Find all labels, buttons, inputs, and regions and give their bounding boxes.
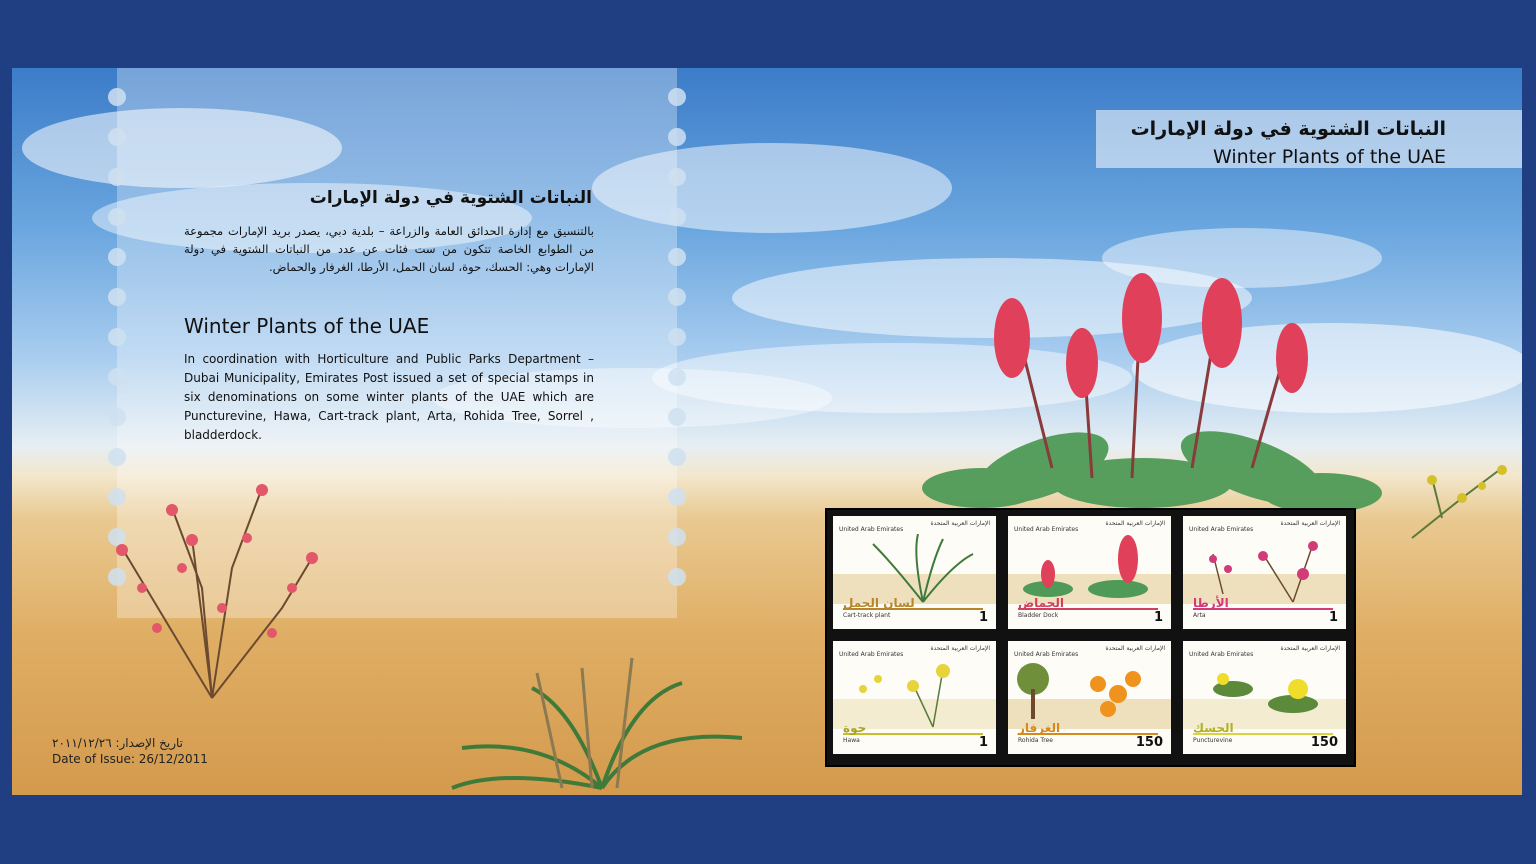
stamp-artwork xyxy=(833,659,996,729)
bladder-dock-plant-illustration xyxy=(892,268,1412,518)
stamp-country-english: United Arab Emirates xyxy=(1014,526,1079,533)
stamp-name-english: Hawa xyxy=(843,737,860,744)
stamp-country-english: United Arab Emirates xyxy=(1189,526,1254,533)
stamp-artwork xyxy=(833,534,996,604)
stamp-country-arabic: الإمارات العربية المتحدة xyxy=(930,520,990,527)
stamp-value: 1 xyxy=(1153,610,1163,625)
stamp-sheet xyxy=(825,508,1356,767)
stamp-rohida-tree xyxy=(1008,641,1171,754)
stamp-country-english: United Arab Emirates xyxy=(1014,651,1079,658)
cover-title-arabic: النباتات الشتوية في دولة الإمارات xyxy=(1130,118,1446,140)
stamp-name-english: Bladder Dock xyxy=(1018,612,1059,619)
stamp-name-english: Cart-track plant xyxy=(843,612,891,619)
stamp-name-arabic: الأرطا xyxy=(1193,596,1229,610)
stamp-artwork xyxy=(1008,534,1171,604)
stamp-country-english: United Arab Emirates xyxy=(1189,651,1254,658)
issue-date-arabic: تاريخ الإصدار: ٢٠١١/١٢/٢٦ xyxy=(52,736,183,750)
text-title-arabic: النباتات الشتوية في دولة الإمارات xyxy=(309,188,592,208)
stamp-value: 150 xyxy=(1310,735,1338,750)
stamp-name-arabic: الحسك xyxy=(1193,721,1234,735)
stamp-country-arabic: الإمارات العربية المتحدة xyxy=(1105,645,1165,652)
stamp-country-english: United Arab Emirates xyxy=(839,526,904,533)
stamp-value: 1 xyxy=(978,735,988,750)
stamp-name-english: Puncturevine xyxy=(1193,737,1233,744)
stamp-name-english: Rohida Tree xyxy=(1018,737,1053,744)
stamp-booklet-spread xyxy=(12,68,1522,795)
stamp-name-arabic: لسان الحمل xyxy=(843,596,915,610)
cart-track-plant-illustration xyxy=(442,628,762,795)
stamp-country-english: United Arab Emirates xyxy=(839,651,904,658)
stamp-bladder-dock xyxy=(1008,516,1171,629)
stamp-name-english: Arta xyxy=(1193,612,1206,619)
puncturevine-illustration xyxy=(1402,458,1512,548)
stamp-arta xyxy=(1183,516,1346,629)
text-body-english: In coordination with Horticulture and Public Parks Department – Dubai Municipality, Emirates Post issued a set of special stamps in six denominations on some winter plants of the UAE which are Puncturevine, Hawa, Cart-track plant, Arta, Rohida Tree, Sorrel , bladderdock. xyxy=(184,352,594,442)
cover-title-english: Winter Plants of the UAE xyxy=(1213,146,1446,168)
stamp-value: 1 xyxy=(978,610,988,625)
stamp-country-arabic: الإمارات العربية المتحدة xyxy=(1280,645,1340,652)
stamp-artwork xyxy=(1008,659,1171,729)
stamp-country-arabic: الإمارات العربية المتحدة xyxy=(1280,520,1340,527)
stamp-name-arabic: الغرفار xyxy=(1018,721,1061,735)
stamp-name-arabic: حوة xyxy=(843,721,867,735)
issue-date-english: Date of Issue: 26/12/2011 xyxy=(52,752,208,766)
stamp-country-arabic: الإمارات العربية المتحدة xyxy=(930,645,990,652)
stamp-artwork xyxy=(1183,534,1346,604)
text-body-arabic: بالتنسيق مع إدارة الحدائق العامة والزراعة – بلدية دبي، يصدر بريد الإمارات مجموعة من الطوابع الخاصة تتكون من ست فئات عن عدد من النباتات الشتوية في دولة الإمارات وهي: الحسك، حوة، لسان الحمل، الأرطا، الغرفار والحماض. xyxy=(184,224,594,274)
arta-shrub-illustration xyxy=(82,448,342,708)
stamp-name-arabic: الحماض xyxy=(1018,596,1064,610)
stamp-country-arabic: الإمارات العربية المتحدة xyxy=(1105,520,1165,527)
stamp-puncturevine xyxy=(1183,641,1346,754)
stamp-hawa xyxy=(833,641,996,754)
stamp-value: 1 xyxy=(1328,610,1338,625)
stamp-value: 150 xyxy=(1135,735,1163,750)
text-title-english: Winter Plants of the UAE xyxy=(184,314,430,338)
stamp-cart-track-plant xyxy=(833,516,996,629)
stamp-artwork xyxy=(1183,659,1346,729)
